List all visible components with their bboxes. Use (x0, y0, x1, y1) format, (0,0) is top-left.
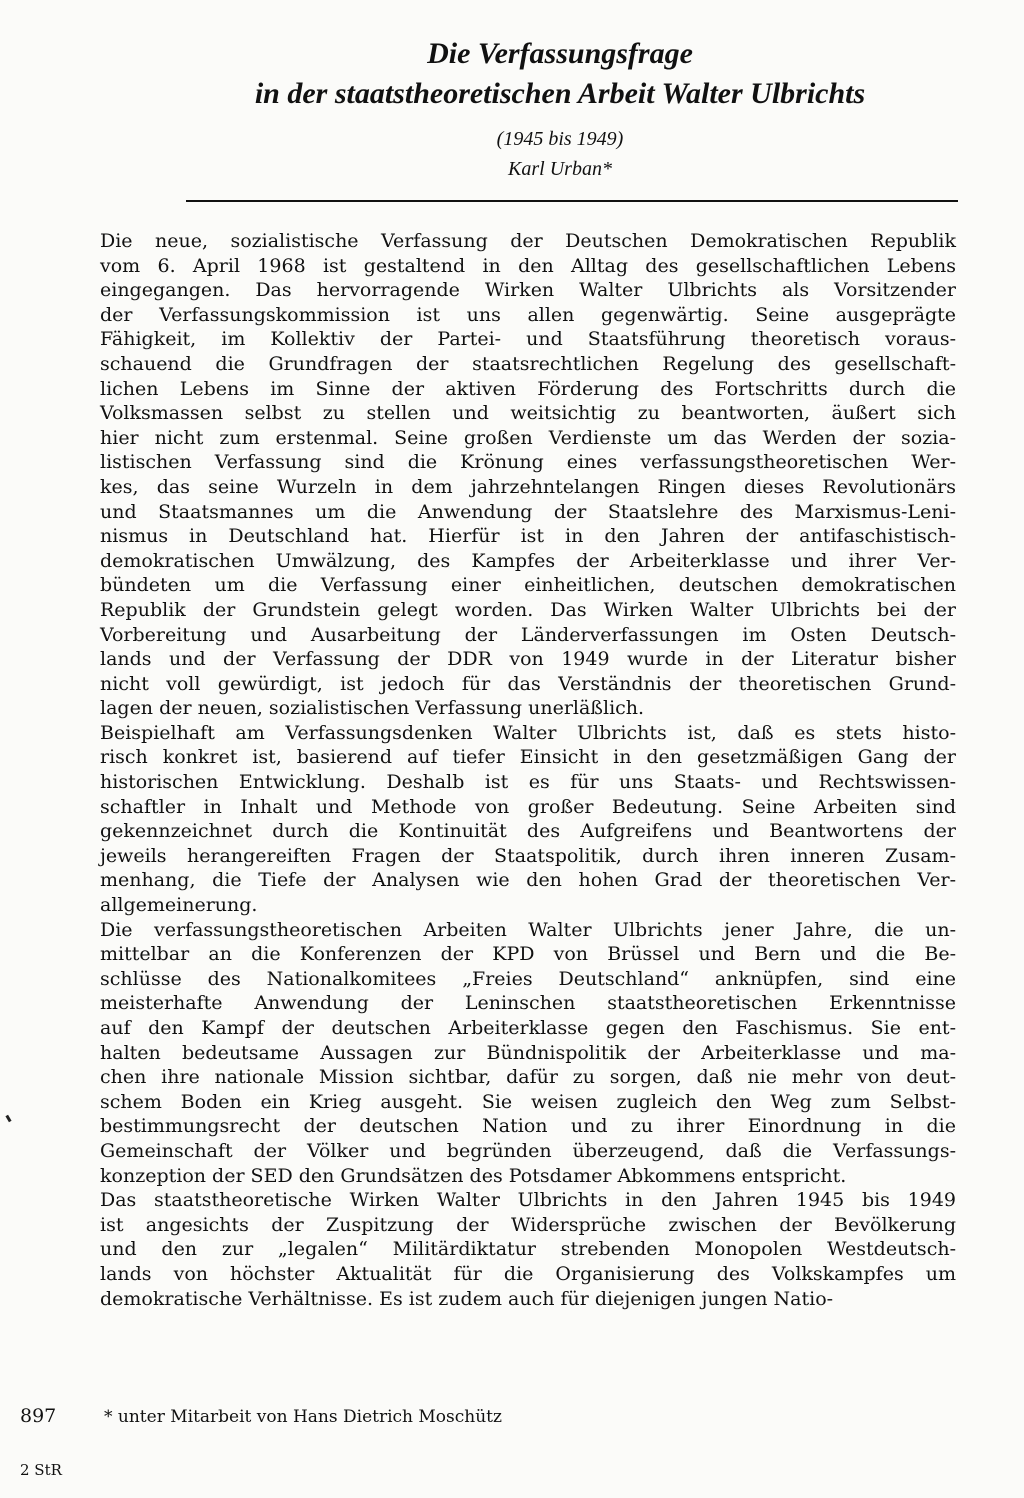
article-body (100, 229, 956, 1311)
text-line: demokratische Verhältnisse. Es ist zudem auch für diejenigen jungen Natio- (100, 1287, 834, 1310)
text-line: halten bedeutsame Aussagen zur Bündnispolitik der Arbeiterklasse und ma- (100, 1041, 956, 1064)
page-number: 897 (20, 1405, 57, 1427)
article-author: Karl Urban* (508, 158, 612, 180)
text-line: allgemeinerung. (100, 894, 258, 917)
article-title-line-2: in der staatstheoretischen Arbeit Walter Ulbrichts (254, 77, 866, 110)
text-line: chen ihre nationale Mission sichtbar, dafür zu sorgen, daß nie mehr von deut- (100, 1066, 956, 1089)
paragraph (100, 721, 956, 918)
text-line: Gemeinschaft der Völker und begründen überzeugend, daß die Verfassungs- (100, 1139, 956, 1162)
text-line: schlüsse des Nationalkomitees „Freies Deutschland“ anknüpfen, sind eine (100, 967, 956, 990)
text-line: meisterhafte Anwendung der Leninschen staatstheoretischen Erkenntnisse (100, 992, 956, 1015)
header-divider (186, 200, 958, 202)
print-speck (5, 1115, 11, 1123)
text-line: bestimmungsrecht der deutschen Nation und zu ihrer Einordnung in die (100, 1115, 956, 1138)
text-line: Die verfassungstheoretischen Arbeiten Walter Ulbrichts jener Jahre, die un- (100, 918, 956, 941)
text-line: lagen der neuen, sozialistischen Verfassung unerläßlich. (100, 697, 645, 720)
text-line: kes, das seine Wurzeln in dem jahrzehntelangen Ringen dieses Revolutionärs (100, 475, 956, 498)
text-line: Volksmassen selbst zu stellen und weitsichtig zu beantworten, äußert sich (100, 402, 956, 425)
text-line: und den zur „legalen“ Militärdiktatur strebenden Monopolen Westdeutsch- (100, 1238, 956, 1261)
text-line: risch konkret ist, basierend auf tiefer Einsicht in den gesetzmäßigen Gang der (100, 746, 956, 769)
text-line: lands von höchster Aktualität für die Organisierung des Volkskampfes um (100, 1262, 956, 1285)
text-line: der Verfassungskommission ist uns allen gegenwärtig. Seine ausgeprägte (100, 303, 956, 326)
text-line: und Staatsmannes um die Anwendung der Staatslehre des Marxismus-Leni- (100, 500, 956, 523)
text-line: menhang, die Tiefe der Analysen wie den hohen Grad der theoretischen Ver- (100, 869, 956, 892)
text-line: jeweils herangereiften Fragen der Staatspolitik, durch ihren inneren Zusam- (100, 844, 956, 867)
text-line: Fähigkeit, im Kollektiv der Partei- und Staatsführung theoretisch voraus- (100, 328, 956, 351)
text-line: konzeption der SED den Grundsätzen des Potsdamer Abkommens entspricht. (100, 1164, 847, 1187)
paragraph (100, 229, 956, 721)
text-line: lichen Lebens im Sinne der aktiven Förderung des Fortschritts durch die (100, 377, 956, 400)
text-line: historischen Entwicklung. Deshalb ist es für uns Staats- und Rechtswissen- (100, 771, 956, 794)
text-line: nicht voll gewürdigt, ist jedoch für das Verständnis der theoretischen Grund- (100, 672, 956, 695)
sheet-signature: 2 StR (20, 1461, 62, 1479)
text-line: gekennzeichnet durch die Kontinuität des Aufgreifens und Beantwortens der (100, 820, 956, 843)
text-line: Das staatstheoretische Wirken Walter Ulbrichts in den Jahren 1945 bis 1949 (100, 1189, 956, 1212)
text-line: hier nicht zum erstenmal. Seine großen Verdienste um das Werden der sozia- (100, 426, 956, 449)
text-line: ist angesichts der Zuspitzung der Widersprüche zwischen der Bevölkerung (100, 1213, 956, 1236)
text-line: Republik der Grundstein gelegt worden. Das Wirken Walter Ulbrichts bei der (100, 598, 956, 621)
text-line: schaftler in Inhalt und Methode von großer Bedeutung. Seine Arbeiten sind (100, 795, 956, 818)
text-line: schem Boden ein Krieg ausgeht. Sie weisen zugleich den Weg zum Selbst- (100, 1090, 956, 1113)
footnote: * unter Mitarbeit von Hans Dietrich Moschütz (104, 1407, 502, 1427)
text-line: Vorbereitung und Ausarbeitung der Länderverfassungen im Osten Deutsch- (100, 623, 956, 646)
article-title-line-1: Die Verfassungsfrage (427, 37, 693, 70)
text-line: auf den Kampf der deutschen Arbeiterklasse gegen den Faschismus. Sie ent- (100, 1017, 956, 1039)
text-line: mittelbar an die Konferenzen der KPD von Brüssel und Bern und die Be- (100, 943, 956, 966)
text-line: schauend die Grundfragen der staatsrechtlichen Regelung des gesellschaft- (100, 352, 956, 375)
text-line: lands und der Verfassung der DDR von 1949 wurde in der Literatur bisher (100, 648, 956, 671)
text-line: vom 6. April 1968 ist gestaltend in den Alltag des gesellschaftlichen Lebens (100, 254, 956, 277)
paragraph (100, 918, 956, 1189)
article-header (0, 34, 1024, 184)
text-line: listischen Verfassung sind die Krönung eines verfassungstheoretischen Wer- (100, 451, 956, 474)
text-line: eingegangen. Das hervorragende Wirken Walter Ulbrichts als Vorsitzender (100, 279, 956, 302)
text-line: bündeten um die Verfassung einer einheitlichen, deutschen demokratischen (100, 574, 956, 597)
text-line: Beispielhaft am Verfassungsdenken Walter Ulbrichts ist, daß es stets histo- (100, 721, 956, 744)
text-line: nismus in Deutschland hat. Hierfür ist in den Jahren der antifaschistisch- (100, 525, 956, 548)
text-line: Die neue, sozialistische Verfassung der Deutschen Demokratischen Republik (100, 230, 956, 252)
paragraph (100, 1188, 956, 1311)
text-line: demokratischen Umwälzung, des Kampfes der Arbeiterklasse und ihrer Ver- (100, 549, 956, 572)
article-period: (1945 bis 1949) (496, 128, 624, 150)
